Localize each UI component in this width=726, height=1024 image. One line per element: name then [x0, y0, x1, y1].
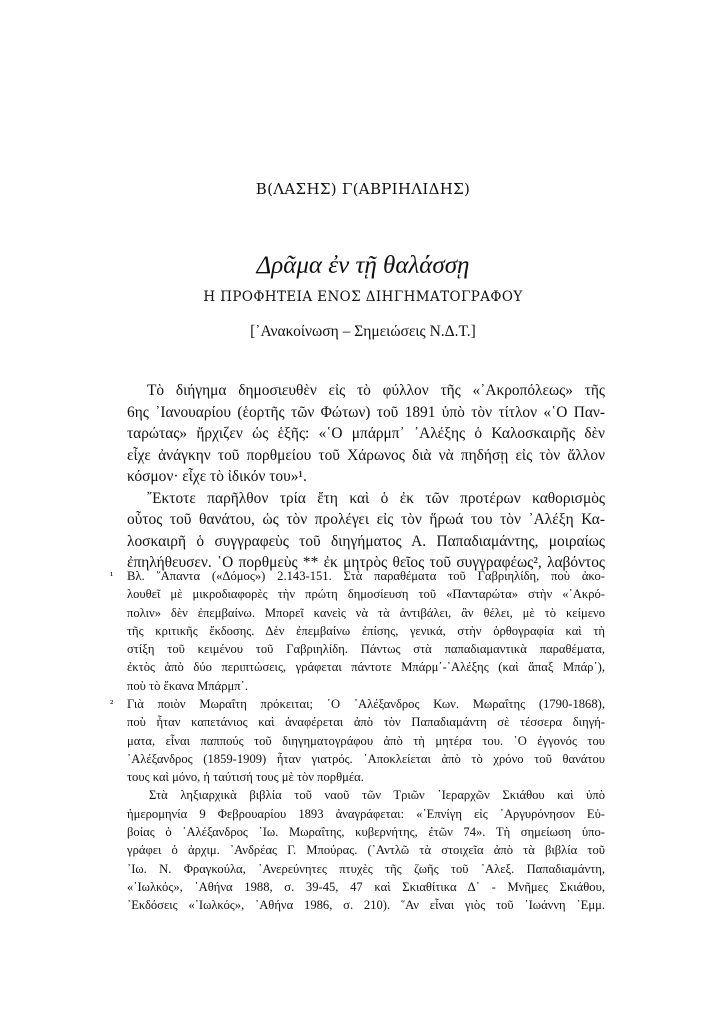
footnote-1 [110, 567, 605, 695]
footnote-line: ποὺ τὸ ἔκανα Μπάρμπ᾿. [127, 678, 248, 693]
body-line: ῎Εκτοτε παρῆλθον τρία ἔτη καὶ ὁ ἐκ τῶν προτέρων καθορισμὸς [147, 489, 605, 507]
body-line: λοσκαιρῆ ὁ συγγραφεὺς τοῦ διηγήματος Α. Παπαδιαμάντης, μοιραίως [127, 532, 605, 550]
body-line: 6ης ᾿Ιανουαρίου (ἑορτῆς τῶν Φώτων) τοῦ 1891 ὑπὸ τὸν τίτλον «῾Ο Παν- [127, 403, 605, 421]
footnote-line: βοίας ὁ ᾿Αλέξανδρος ᾿Ιω. Μωραΐτης, κυβερνήτης, ἐτῶν 74». Τὴ σημείωση ὑπο- [127, 825, 605, 840]
footnote-line: στίξη τοῦ κειμένου τοῦ Γαβριηλίδη. Πάντως στὰ παπαδιαμαντικὰ παραθέματα, [127, 642, 605, 657]
body-line: εἶχε ἀνάγκην τοῦ πορθμείου τοῦ Χάρωνος διὰ νὰ πηδήσῃ εἰς τὸν ἄλλον [127, 446, 605, 464]
footnote-line: ἐκτὸς ἀπὸ δύο περιπτώσεις, γράφεται πάντοτε Μπάρμ᾿-᾿Αλέξης (καὶ ἅπαξ Μπάρ᾿), [127, 660, 605, 675]
footnote-marker: ² [110, 698, 114, 710]
footnote-line: γράφει ὁ ἀρχιμ. ᾿Ανδρέας Γ. Μπούρας. (᾿Αντλῶ τὰ στοιχεῖα ἀπὸ τὰ βιβλία τοῦ [127, 843, 605, 858]
footnote-line: πολιν» δὲν ἐπεμβαίνω. Μπορεῖ κανεὶς νὰ τὰ ἀντιβάλει, ἂν θέλει, μὲ τὸ κείμενο [127, 605, 605, 620]
footnote-line: ποὺ ἦταν καπετάνιος καὶ ἀναφέρεται ἀπὸ τὸν Παπαδιαμάντη σὲ τέσσερα διηγή- [127, 715, 605, 730]
body-line: κόσμον· εἶχε τὸ ἰδικόν του»¹. [127, 468, 307, 485]
footnote-line: Γιὰ ποιὸν Μωραΐτη πρόκειται; ῾Ο ᾿Αλέξανδρος Κων. Μωραΐτης (1790-1868), [127, 697, 605, 711]
body-line: οὗτος τοῦ θανάτου, ὡς τὸν προλέγει εἰς τὸν ἥρωά του τὸν ᾿Αλέξη Κα- [127, 511, 605, 528]
article-subtitle: Η ΠΡΟΦΗΤΕΙΑ ΕΝΟΣ ΔΙΗΓΗΜΑΤΟΓΡΑΦΟΥ [203, 289, 523, 305]
footnote-line: ἡμερομηνία 9 Φεβρουαρίου 1893 ἀναγράφεται: «᾿Επνίγη εἰς ᾿Αργυρόνησον Εὐ- [127, 806, 605, 821]
footnote-line: ᾿Ιω. Ν. Φραγκούλα, ᾿Ανερεύνητες πτυχὲς τῆς ζωῆς τοῦ ᾿Αλεξ. Παπαδιαμάντη, [127, 861, 605, 876]
footnote-marker: ¹ [110, 570, 114, 582]
footnote-line: τους καὶ μόνο, ἡ ταύτισή τους μὲ τὸν πορθμέα. [127, 770, 364, 785]
author-line: Β(ΛΑΣΗΣ) Γ(ΑΒΡΙΗΛΙΔΗΣ) [255, 180, 471, 198]
footnote-line: Βλ. ῞Απαντα («Δόμος») 2.143-151. Στὰ παραθέματα τοῦ Γαβριηλίδη, ποὺ ἀκο- [127, 569, 605, 583]
body-text [127, 380, 605, 574]
body-line: Τὸ διήγημα δημοσιευθὲν εἰς τὸ φύλλον τῆς «᾿Ακροπόλεως» τῆς [147, 382, 605, 399]
footnote-line: ματα, εἶναι παππούς τοῦ διηγηματογράφου ἀπὸ τὴ μητέρα του. ῾Ο ἐγγονός του [127, 733, 605, 748]
body-line: ἐπηλήθευσεν. ῾Ο πορθμεὺς ** ἐκ μητρὸς θεῖος τοῦ συγγραφέως², λαβόντος [127, 554, 605, 571]
body-line: ταρώτας» ἤρχιζεν ὡς ἑξῆς: «῾Ο μπάρμπ᾿ ᾿Αλέξης ὁ Καλοσκαιρῆς δὲν [127, 425, 605, 442]
editorial-note: [᾿Ανακοίνωση – Σημειώσεις Ν.Δ.Τ.] [250, 323, 476, 340]
footnote-line: «᾿Ιωλκός», ᾿Αθήνα 1988, σ. 39-45, 47 καὶ Σκιαθίτικα Δ᾿ - Μνῆμες Σκιάθου, [127, 879, 605, 894]
footnote-line: ᾿Αλέξανδρος (1859-1909) ἦταν γιατρός. ᾿Αποκλείεται ἀπὸ τὸ χρόνο τοῦ θανάτου [127, 751, 605, 766]
footnote-2 [110, 695, 605, 915]
footnote-line: λουθεῖ μὲ μικροδιαφορὲς τὴν πρώτη δημοσίευση τοῦ «Πανταρώτα» στὴν «᾿Ακρό- [127, 587, 605, 602]
footnote-line: Στὰ ληξιαρχικὰ βιβλία τοῦ ναοῦ τῶν Τριῶν ῾Ιεραρχῶν Σκιάθου καὶ ὑπὸ [149, 788, 605, 803]
footnote-line: ᾿Εκδόσεις «᾿Ιωλκός», ᾿Αθήνα 1986, σ. 210). ῞Αν εἶναι γιὸς τοῦ ᾿Ιωάννη ᾿Εμμ. [127, 898, 605, 913]
article-title: Δρᾶμα ἐν τῇ θαλάσσῃ [256, 252, 470, 279]
footnote-line: τῆς κριτικῆς ἔκδοσης. Δὲν ἐπεμβαίνω ἐπίσης, γενικά, στὴν ὀρθογραφία καὶ τὴ [127, 623, 605, 638]
